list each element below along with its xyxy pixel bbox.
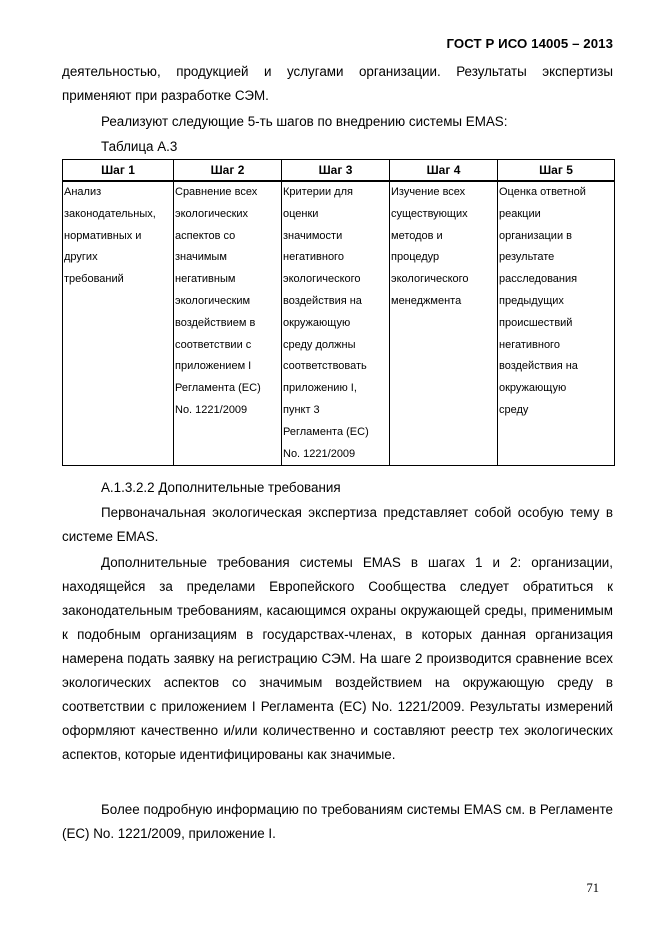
cell-line: Оценка ответной bbox=[499, 186, 586, 198]
cell-line: приложением I bbox=[175, 360, 252, 373]
cell-line: негативным bbox=[175, 273, 236, 286]
cell-line: других bbox=[64, 251, 98, 264]
cell-line: No. 1221/2009 bbox=[175, 403, 248, 416]
cell-line: окружающую bbox=[283, 316, 351, 329]
table-header-step-2: Шаг 2 bbox=[174, 160, 282, 182]
cell-line: экологических bbox=[175, 207, 249, 220]
cell-line: оценки bbox=[283, 207, 319, 220]
cell-line: экологического bbox=[391, 273, 469, 286]
table-header-step-3: Шаг 3 bbox=[282, 160, 390, 182]
document-header: ГОСТ Р ИСО 14005 – 2013 bbox=[446, 36, 613, 51]
table-header-row bbox=[63, 160, 615, 182]
cell-line: значимым bbox=[175, 251, 227, 264]
table-cell-step-5 bbox=[498, 181, 615, 466]
cell-line: No. 1221/2009 bbox=[283, 447, 356, 460]
cell-line: Регламента (ЕС) bbox=[283, 425, 369, 438]
cell-line: расследования bbox=[499, 273, 578, 286]
table-header-step-5: Шаг 5 bbox=[498, 160, 615, 182]
table-caption: Таблица А.3 bbox=[101, 139, 178, 154]
cell-line: приложению I, bbox=[283, 382, 357, 395]
cell-line: экологическим bbox=[175, 294, 251, 307]
cell-line: пункт 3 bbox=[283, 403, 320, 416]
table-header-step-1: Шаг 1 bbox=[63, 160, 174, 182]
table-cell-step-4 bbox=[390, 181, 498, 466]
cell-line: нормативных и bbox=[64, 229, 142, 242]
paragraph-more-info: Более подробную информацию по требованиям системы EMAS см. в Регламенте (ЕС) No. 1221/2009, приложение I. bbox=[62, 802, 613, 841]
cell-line: законодательных, bbox=[64, 207, 156, 220]
cell-line: Анализ bbox=[64, 186, 102, 198]
cell-line: аспектов со bbox=[175, 229, 236, 242]
emas-steps-table bbox=[62, 159, 615, 466]
cell-line: предыдущих bbox=[499, 294, 564, 307]
cell-line: Сравнение всех bbox=[175, 186, 258, 198]
cell-line: результате bbox=[499, 251, 555, 264]
cell-line: Критерии для bbox=[283, 186, 353, 198]
cell-line: среду bbox=[499, 403, 529, 416]
paragraph-initial-review: Первоначальная экологическая экспертиза представляет собой особую тему в системе EMAS. bbox=[62, 505, 613, 544]
paragraph-continuation: деятельностью, продукцией и услугами организации. Результаты экспертизы применяют при разработке СЭМ. bbox=[62, 64, 613, 103]
table-cell-step-3 bbox=[282, 181, 390, 466]
cell-line: негативного bbox=[499, 338, 560, 351]
paragraph-additional-requirements: Дополнительные требования системы EMAS в шагах 1 и 2: организации, находящейся за пределами Европейского Сообщества следует обратиться к законодательным требованиям, касающимся охраны окружающей среды, применимым к подобным организациям в государствах-членах, в которых данная организация намерена подать заявку на регистрацию СЭМ. На шаге 2 производится сравнение всех экологических аспектов со значимым воздействием на окружающую среду в соответствии с приложением I Регламента (ЕС) No. 1221/2009. Результаты измерений оформляют качественно и/или количественно и составляют реестр тех экологических аспектов, которые идентифицированы как значимые. bbox=[62, 555, 613, 762]
cell-line: менеджмента bbox=[391, 294, 462, 307]
cell-line: воздействия на bbox=[283, 294, 362, 307]
cell-line: организации в bbox=[499, 229, 572, 242]
cell-line: негативного bbox=[283, 251, 344, 264]
cell-line: соответствовать bbox=[283, 360, 367, 373]
cell-line: значимости bbox=[283, 229, 343, 242]
cell-line: воздействием в bbox=[175, 316, 256, 329]
page-number: 71 bbox=[586, 881, 599, 895]
cell-line: процедур bbox=[391, 251, 440, 264]
cell-line: Регламента (ЕС) bbox=[175, 382, 261, 395]
cell-line: воздействия на bbox=[499, 360, 578, 373]
cell-line: Изучение всех bbox=[391, 186, 466, 198]
cell-line: окружающую bbox=[499, 382, 567, 395]
table-header-step-4: Шаг 4 bbox=[390, 160, 498, 182]
cell-line: происшествий bbox=[499, 316, 573, 329]
cell-line: требований bbox=[64, 273, 124, 286]
cell-line: соответствии с bbox=[175, 338, 252, 351]
cell-line: существующих bbox=[391, 207, 468, 220]
table-cell-step-2 bbox=[174, 181, 282, 466]
paragraph-steps-intro: Реализуют следующие 5-ть шагов по внедрению системы EMAS: bbox=[101, 114, 508, 129]
cell-line: реакции bbox=[499, 207, 541, 220]
table-row bbox=[63, 181, 615, 466]
table-cell-step-1 bbox=[63, 181, 174, 466]
cell-line: экологического bbox=[283, 273, 361, 286]
cell-line: среду должны bbox=[283, 338, 356, 351]
cell-line: методов и bbox=[391, 229, 443, 242]
section-heading: А.1.3.2.2 Дополнительные требования bbox=[101, 480, 341, 495]
